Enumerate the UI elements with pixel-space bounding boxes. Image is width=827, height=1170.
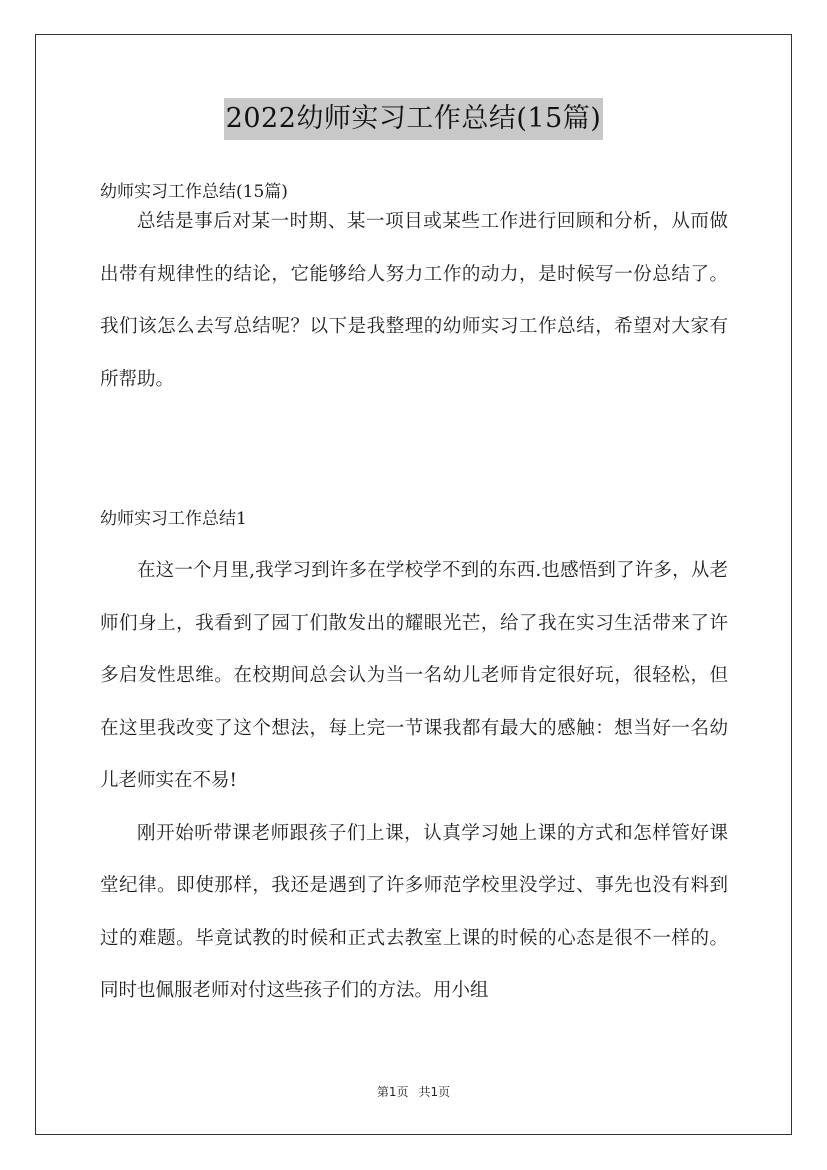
section-paragraph-2: 刚开始听带课老师跟孩子们上课，认真学习她上课的方式和怎样管好课堂纪律。即使那样，我还是遇到了许多师范学校里没学过、事先也没有料到过的难题。毕竟试教的时候和正式去教室上课的时候的心态是很不一样的。同时也佩服老师对付这些孩子们的方法。用小组 [100, 822, 728, 1001]
title-container [0, 98, 827, 140]
intro-paragraph: 总结是事后对某一时期、某一项目或某些工作进行回顾和分析，从而做出带有规律性的结论，它能够给人努力工作的动力，是时候写一份总结了。我们该怎么去写总结呢？以下是我整理的幼师实习工作总结，希望对大家有所帮助。 [100, 211, 728, 390]
document-subtitle: 幼师实习工作总结(15篇) [100, 182, 288, 202]
page-total: 共1页 [418, 1085, 451, 1099]
page-number: 第1页 [376, 1085, 409, 1099]
document-title: 2022幼师实习工作总结(15篇) [224, 98, 604, 140]
section-body [100, 545, 728, 1018]
section-paragraph-1: 在这一个月里,我学习到许多在学校学不到的东西.也感悟到了许多，从老师们身上，我看到了园丁们散发出的耀眼光芒，给了我在实习生活带来了许多启发性思维。在校期间总会认为当一名幼儿老师肯定很好玩，很轻松，但在这里我改变了这个想法，每上完一节课我都有最大的感触：想当好一名幼儿老师实在不易! [100, 560, 728, 791]
page-footer [0, 1083, 827, 1100]
intro-section [100, 196, 728, 406]
section-heading: 幼师实习工作总结1 [100, 509, 247, 529]
